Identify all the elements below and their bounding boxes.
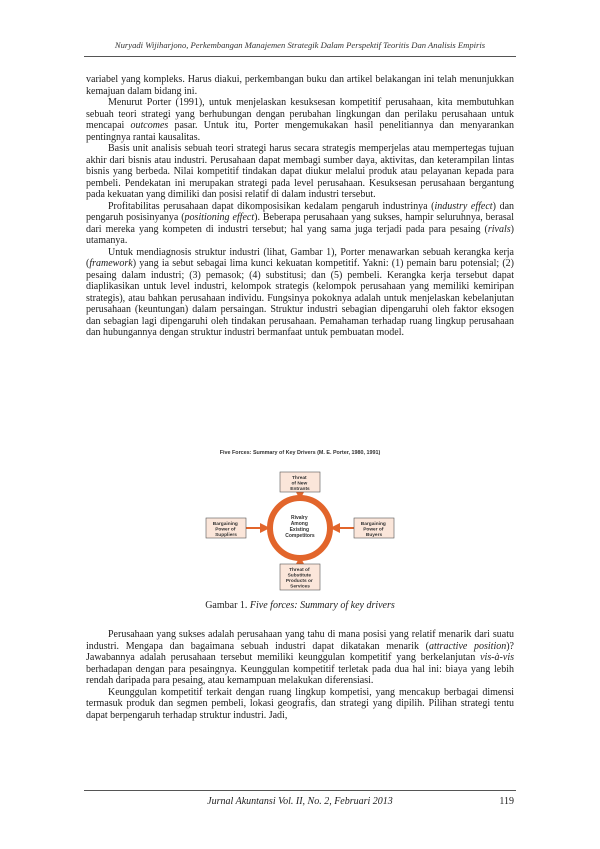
footer-rule xyxy=(84,790,516,791)
page-number: 119 xyxy=(499,796,514,807)
paragraph-3: Basis unit analisis sebuah teori strategi harus secara strategis memperjelas atau mempertegas tujuan akhir dari bisnis atau industri. Perusahaan dapat membagi sumber daya, aktivitas, dan keterampilan lintas bisnis yang berbeda. Nilai kompetitif tindakan dapat diukur melalui produk atau pelayanan kepada para pembeli. Pendekatan ini merupakan strategi pada level perusahaan. Kesuksesan perusahaan bergantung pada kekuatan yang dimiliki dan posisi relatif di dalam industri tersebut. xyxy=(86,143,514,200)
journal-footer: Jurnal Akuntansi Vol. II, No. 2, Februari 2013 xyxy=(207,796,393,807)
body-text-upper xyxy=(86,74,514,339)
paragraph-5: Untuk mendiagnosis struktur industri (lihat, Gambar 1), Porter menawarkan sebuah kerangka kerja (framework) yang ia sebut sebagai lima kunci kekuatan kompetitif. Yakni: (1) pemain baru potensial; (2) pesaing dalam industri; (3) pemasok; (4) substitusi; dan (5) pembeli. Kerangka kerja tersebut dapat diaplikasikan untuk level industri, kelompok strategis (kelompok perusahaan yang memiliki kemiripan strategis), atau bahkan perusahaan individu. Fungsinya pokoknya adalah untuk menjelaskan kebelanjutan perusahaan (keuntungan) dalam persaingan. Struktur industri sebagian dipengaruhi oleh faktor eksogen dan sebagian lagi dipengaruhi oleh tindakan perusahaan. Pemahaman terhadap ruang lingkup perusahaan dan hubungannya dengan struktur industri bermanfaat untuk pembuatan model. xyxy=(86,246,514,338)
label-substitutes: Threat of Substitute Products or Services xyxy=(285,568,313,590)
figure-source-title: Five Forces: Summary of Key Drivers (M. E. Porter, 1980, 1991) xyxy=(219,450,381,456)
header-rule xyxy=(84,56,516,57)
label-new-entrants: Threat of New Entrants xyxy=(290,476,310,492)
five-forces-diagram xyxy=(86,450,514,600)
body-text-lower xyxy=(86,629,514,721)
paragraph-1: variabel yang kompleks. Harus diakui, perkembangan buku dan artikel belakangan ini telah menunjukkan kemajuan dalam bidang ini. xyxy=(86,74,514,97)
paragraph-2: Menurut Porter (1991), untuk menjelaskan kesuksesan kompetitif perusahaan, kita membutuhkan sebuah teori strategi yang berhubungan dengan perubahan lingkungan dan perilaku perusahaan untuk mencapai outcomes pasar. Untuk itu, Porter mengemukakan hasil penelitiannya dan menyarankan pentingnya rantai kausalitas. xyxy=(86,97,514,143)
paragraph-6: Perusahaan yang sukses adalah perusahaan yang tahu di mana posisi yang relatif menarik dari suatu industri. Mengapa dan bagaimana sebuah industri dapat dikatakan menarik (attractive position)? Jawabannya adalah perusahaan tersebut memiliki keunggulan kompetitif yang berkelanjutan vis-à-vis berhadapan dengan para pesaingnya. Keunggulan kompetitif terletak pada dua hal ini: biaya yang lebih rendah daripada para pesaing, atau kemampuan melakukan diferensiasi. xyxy=(86,629,514,686)
figure-caption: Gambar 1. Five forces: Summary of key drivers xyxy=(205,600,395,611)
label-buyers: Bargaining Power of Buyers xyxy=(360,522,386,538)
running-head: Nuryadi Wijiharjono, Perkembangan Manajemen Strategik Dalam Perspektif Teoritis Dan Analisis Empiris xyxy=(114,40,486,50)
paragraph-4: Profitabilitas perusahaan dapat dikomposisikan kedalam pengaruh industrinya (industry effect) dan pengaruh posisinyanya (positioning effect). Beberapa perusahaan yang sukses, hampir seluruhnya, berasal dari mereka yang kompeten di industri tersebut; hal yang sama juga terjadi pada para pesaing (rivals) utamanya. xyxy=(86,200,515,246)
label-rivalry: Rivalry Among Existing Competitors xyxy=(285,515,315,539)
paragraph-7: Keunggulan kompetitif terkait dengan ruang lingkup kompetisi, yang mencakup berbagai dimensi termasuk produk dan segmen pembeli, lokasi geografis, dan strategi yang dipilih. Pilihan strategi tentu dapat berpengaruh terhadap struktur industri. Jadi, xyxy=(86,686,514,721)
label-suppliers: Bargaining Power of Suppliers xyxy=(212,522,238,538)
figure-five-forces xyxy=(86,450,514,600)
